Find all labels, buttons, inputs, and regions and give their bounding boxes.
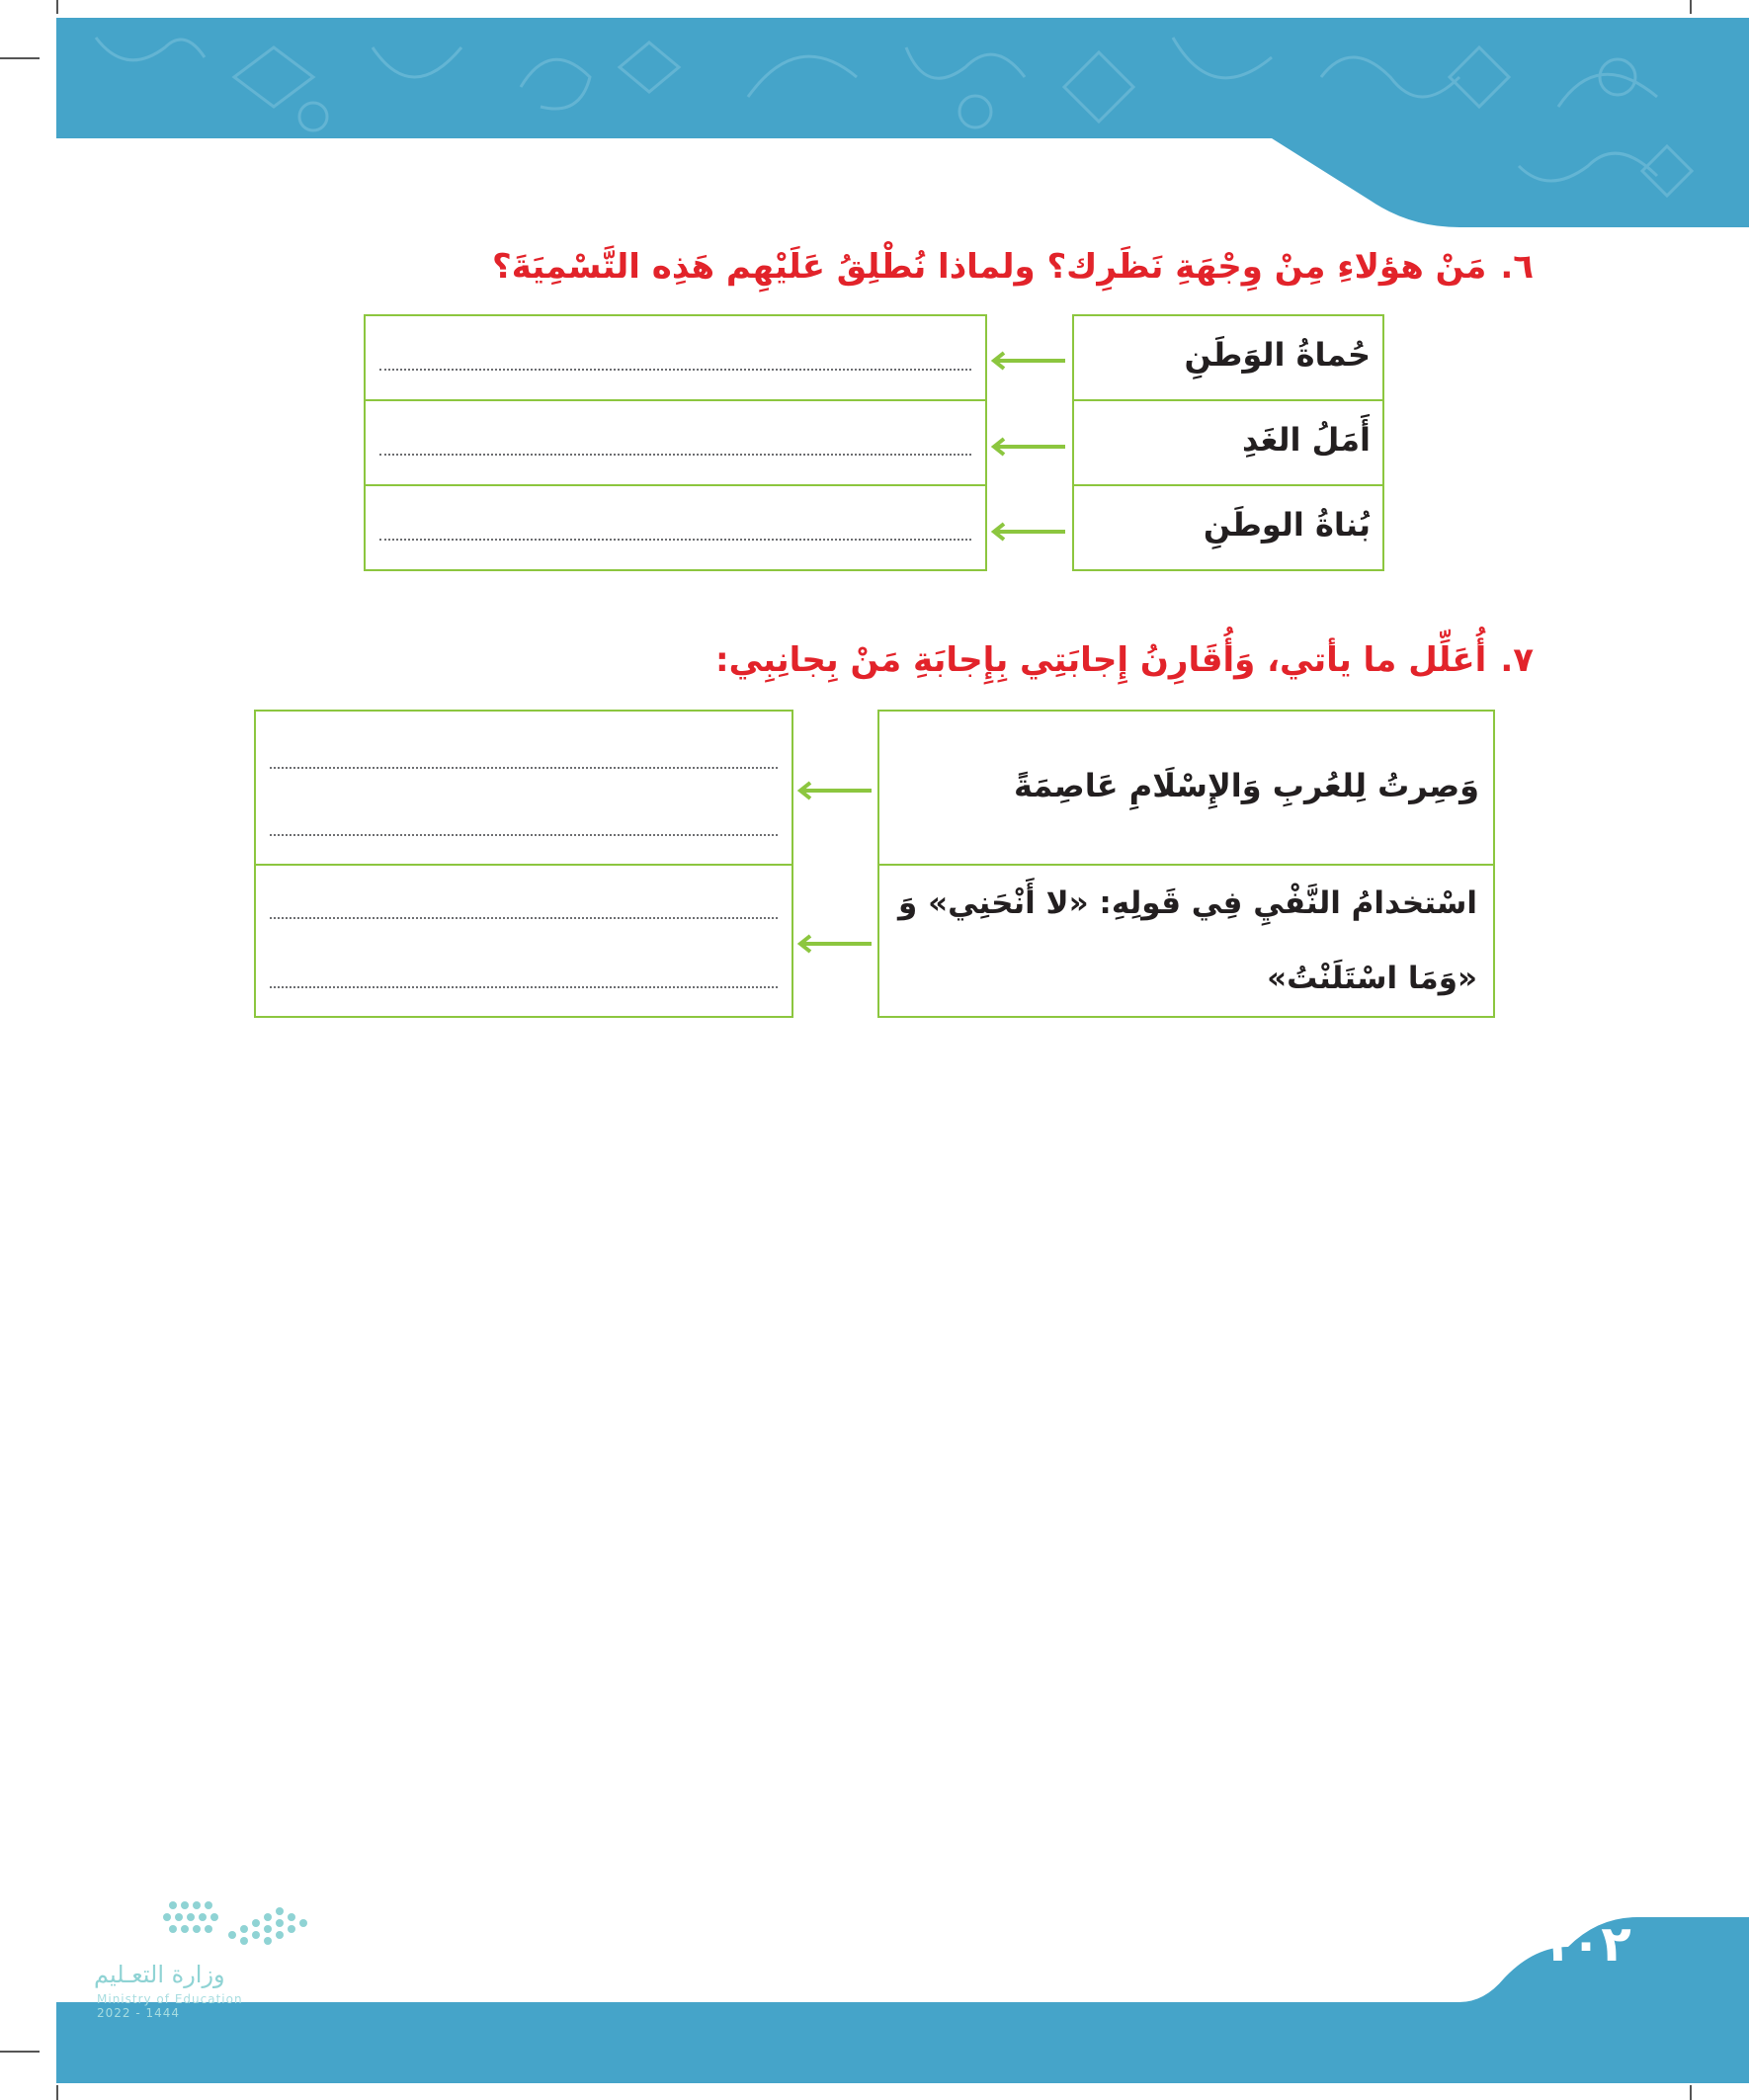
answer-cell <box>256 866 791 1018</box>
arrow-left-icon <box>988 437 1067 457</box>
question-6-heading <box>492 247 1534 287</box>
arrow-left-icon <box>988 522 1067 542</box>
arrow-left-icon <box>794 934 874 954</box>
answer-line-2[interactable] <box>270 834 778 836</box>
question-6-number: ٦. <box>1500 247 1534 287</box>
answer-line-3[interactable] <box>270 917 778 919</box>
question-7-text: أُعَلِّل ما يأتي، وَأُقَارِنُ إِجابَتِي بِإِجابَةِ مَنْ بِجانِبِي: <box>715 640 1487 680</box>
arrow-left-icon <box>794 781 874 800</box>
question-6-text: مَنْ هؤلاءِ مِنْ وِجْهَةِ نَظَرِك؟ ولماذا نُطْلِقُ عَلَيْهِم هَذِه التَّسْمِيَةَ؟ <box>492 247 1487 287</box>
question-7-number: ٧. <box>1500 640 1534 680</box>
ministry-subtitle <box>97 1992 243 2020</box>
term-hope-of-tomorrow: أَمَلُ الغَدِ <box>1241 421 1371 459</box>
header-banner <box>56 18 1749 227</box>
question-7-heading <box>715 640 1534 680</box>
answer-line-4[interactable] <box>270 986 778 988</box>
ministry-name: وزارة التعـليم <box>94 1961 225 1988</box>
term-builders-of-homeland: بُناةُ الوطَنِ <box>1203 506 1371 544</box>
term-cell <box>879 712 1493 866</box>
answer-line-3[interactable] <box>379 539 971 541</box>
answer-cell <box>366 316 985 401</box>
term-negation-usage: اسْتخدامُ النَّفْيِ فِي قَولِهِ: «لا أَنْحَنِي» وَ «وَمَا اسْتَلَنْتُ» <box>898 885 1477 996</box>
question-7-terms-box <box>877 710 1495 1018</box>
term-cell <box>1074 316 1382 401</box>
crop-mark-top-left-v <box>56 0 58 14</box>
question-6-answers-box <box>364 314 987 571</box>
ministry-english-name: Ministry of Education <box>97 1992 243 2006</box>
term-guardians-of-homeland: حُماةُ الوَطَنِ <box>1184 336 1371 374</box>
answer-cell <box>366 486 985 571</box>
term-cell <box>1074 401 1382 486</box>
question-6-terms-box <box>1072 314 1384 571</box>
arrow-left-icon <box>988 351 1067 371</box>
answer-cell <box>366 401 985 486</box>
answer-line-1[interactable] <box>270 767 778 769</box>
ministry-year: 2022 - 1444 <box>97 2006 181 2020</box>
term-cell <box>879 866 1493 1018</box>
crop-mark-bottom-right-v <box>1690 2085 1692 2100</box>
crop-mark-top-right-v <box>1690 0 1692 14</box>
answer-cell <box>256 712 791 866</box>
page-number: ١٠٢ <box>1541 1915 1631 1973</box>
answer-line-2[interactable] <box>379 454 971 456</box>
crop-mark-bottom-left-v <box>56 2085 58 2100</box>
crop-mark-top-left-h <box>0 57 40 59</box>
crop-mark-bottom-left-h <box>0 2051 40 2053</box>
question-7-answers-box <box>254 710 793 1018</box>
answer-line-1[interactable] <box>379 369 971 371</box>
term-capital-statement: وَصِرتُ لِلعُربِ وَالإِسْلَامِ عَاصِمَةً <box>1013 767 1479 804</box>
term-cell <box>1074 486 1382 571</box>
